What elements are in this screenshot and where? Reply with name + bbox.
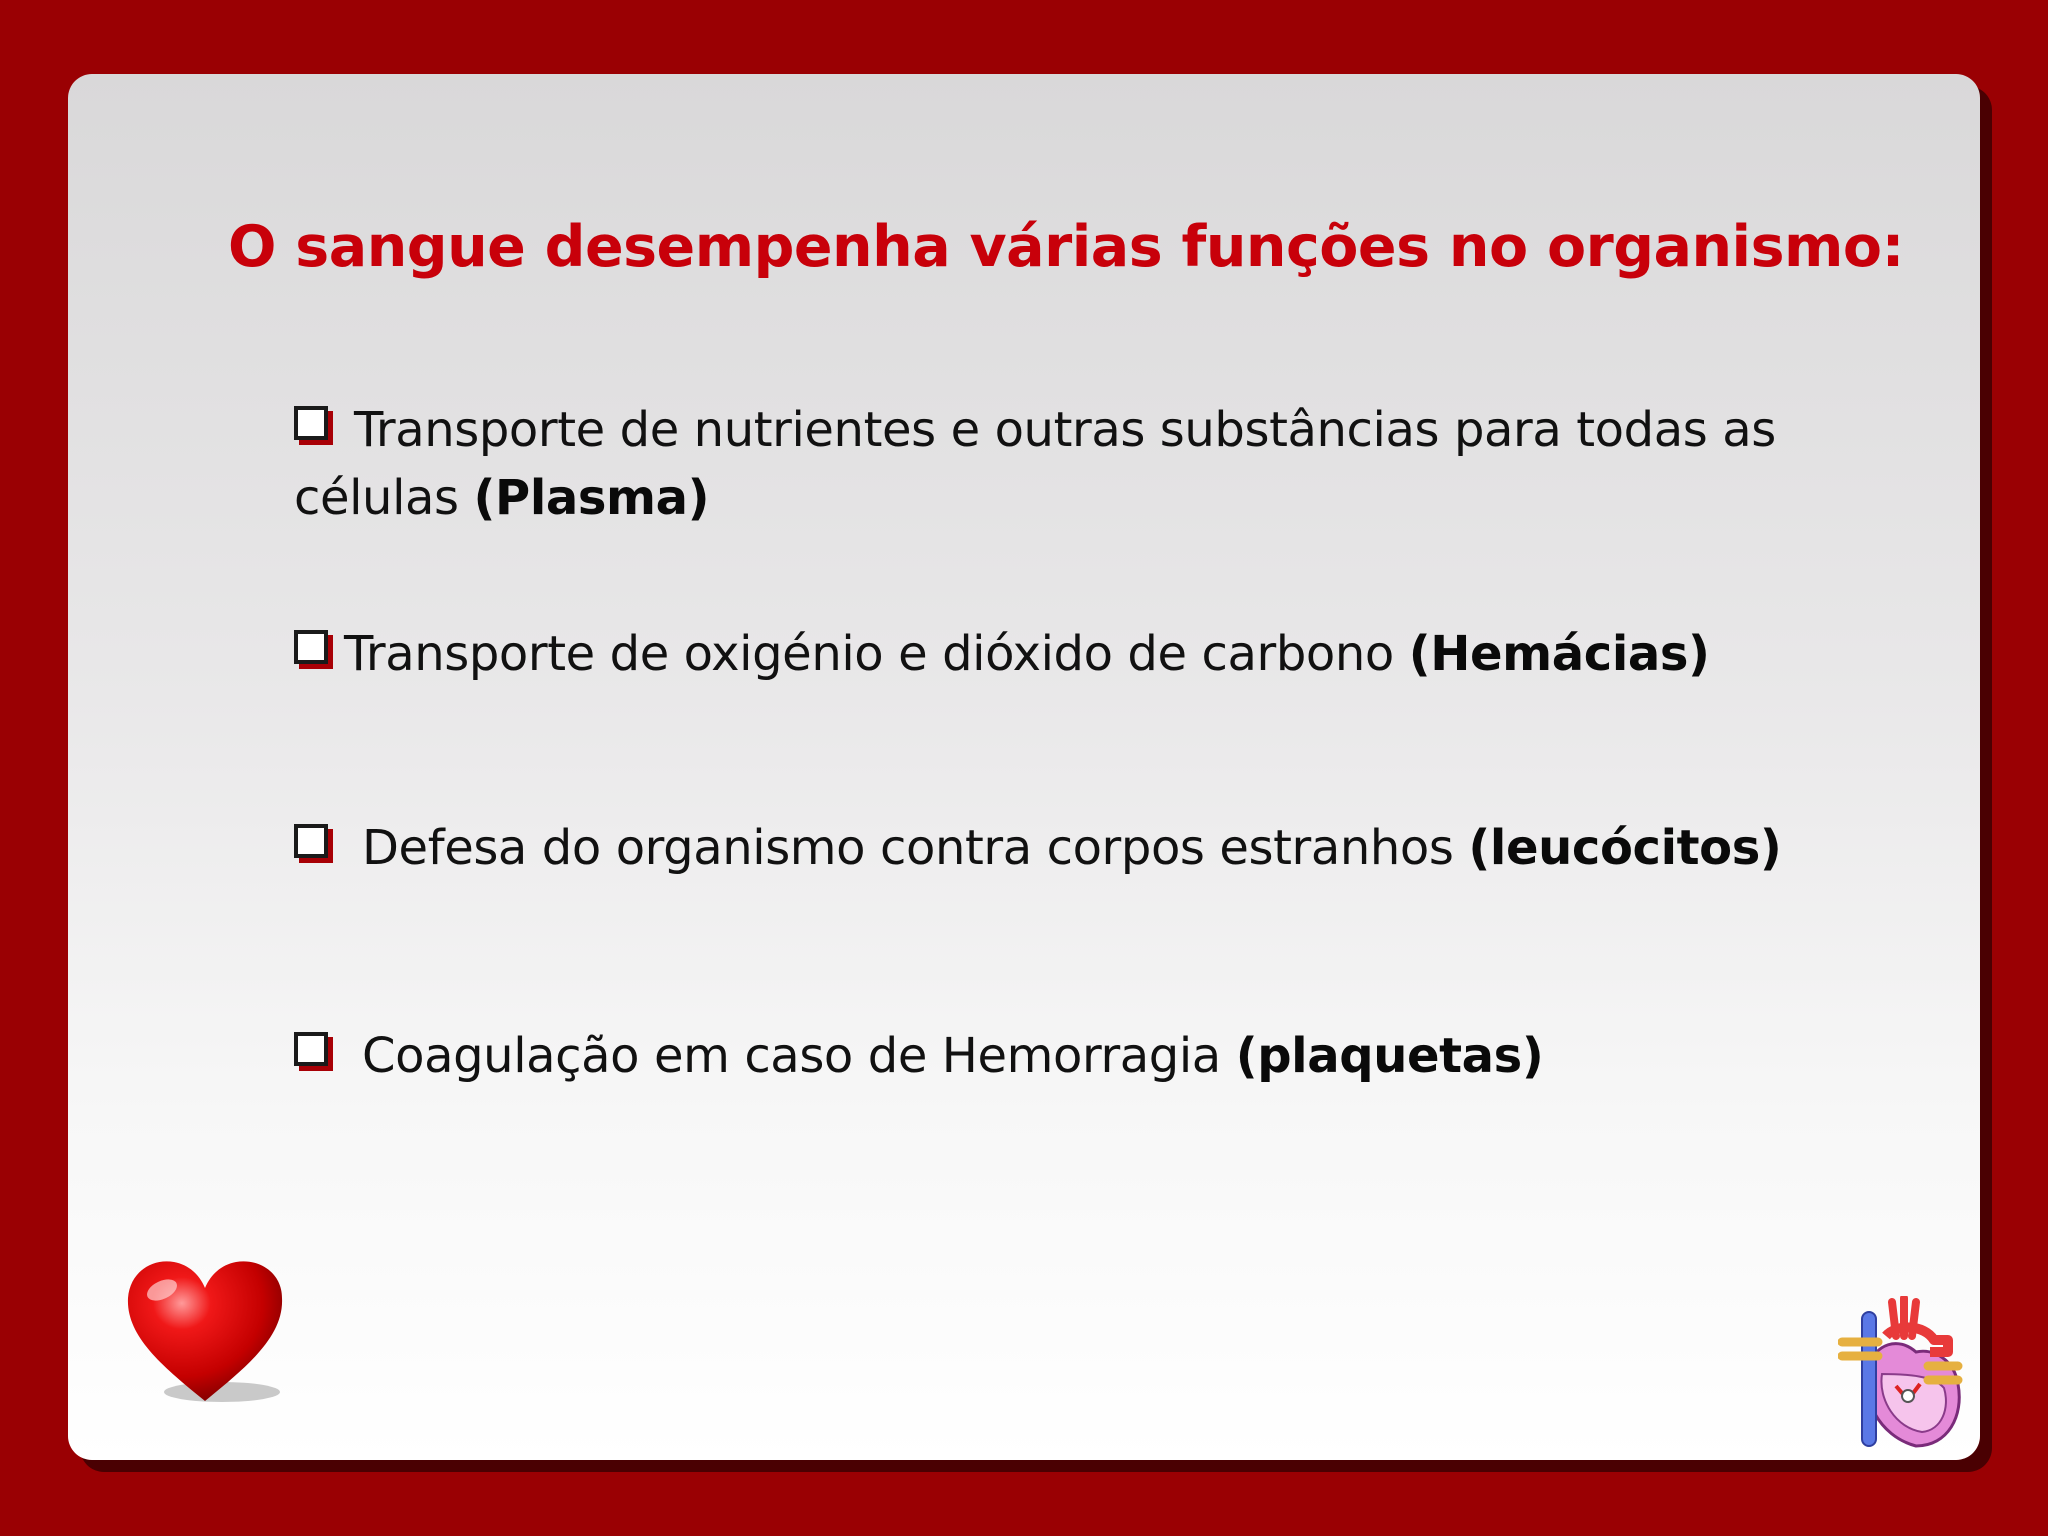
checkbox-icon — [294, 1032, 328, 1066]
anatomical-heart-icon — [1838, 1296, 1966, 1450]
bullet-text: Coagulação em caso de Hemorragia — [362, 1028, 1236, 1084]
checkbox-icon — [294, 824, 328, 858]
bullet-text: Transporte de nutrientes e outras substâncias para todas as células — [294, 402, 1776, 526]
bullet-emphasis: (Plasma) — [473, 470, 710, 526]
slide-card — [68, 74, 1980, 1460]
bullet-item-hemacias — [294, 620, 1710, 688]
bullet-item-plaquetas — [294, 1022, 1543, 1090]
slide-title: O sangue desempenha várias funções no organismo: — [228, 214, 1904, 280]
checkbox-icon — [294, 630, 328, 664]
bullet-text: Defesa do organismo contra corpos estranhos — [362, 820, 1469, 876]
checkbox-icon — [294, 406, 328, 440]
bullet-item-plasma — [294, 396, 1934, 532]
bullet-item-leucocitos — [294, 814, 1781, 882]
bullet-emphasis: (plaquetas) — [1235, 1028, 1544, 1084]
bullet-text: Transporte de oxigénio e dióxido de carbono — [344, 626, 1409, 682]
red-heart-icon — [122, 1256, 288, 1406]
bullet-emphasis: (Hemácias) — [1408, 626, 1710, 682]
bullet-emphasis: (leucócitos) — [1468, 820, 1782, 876]
